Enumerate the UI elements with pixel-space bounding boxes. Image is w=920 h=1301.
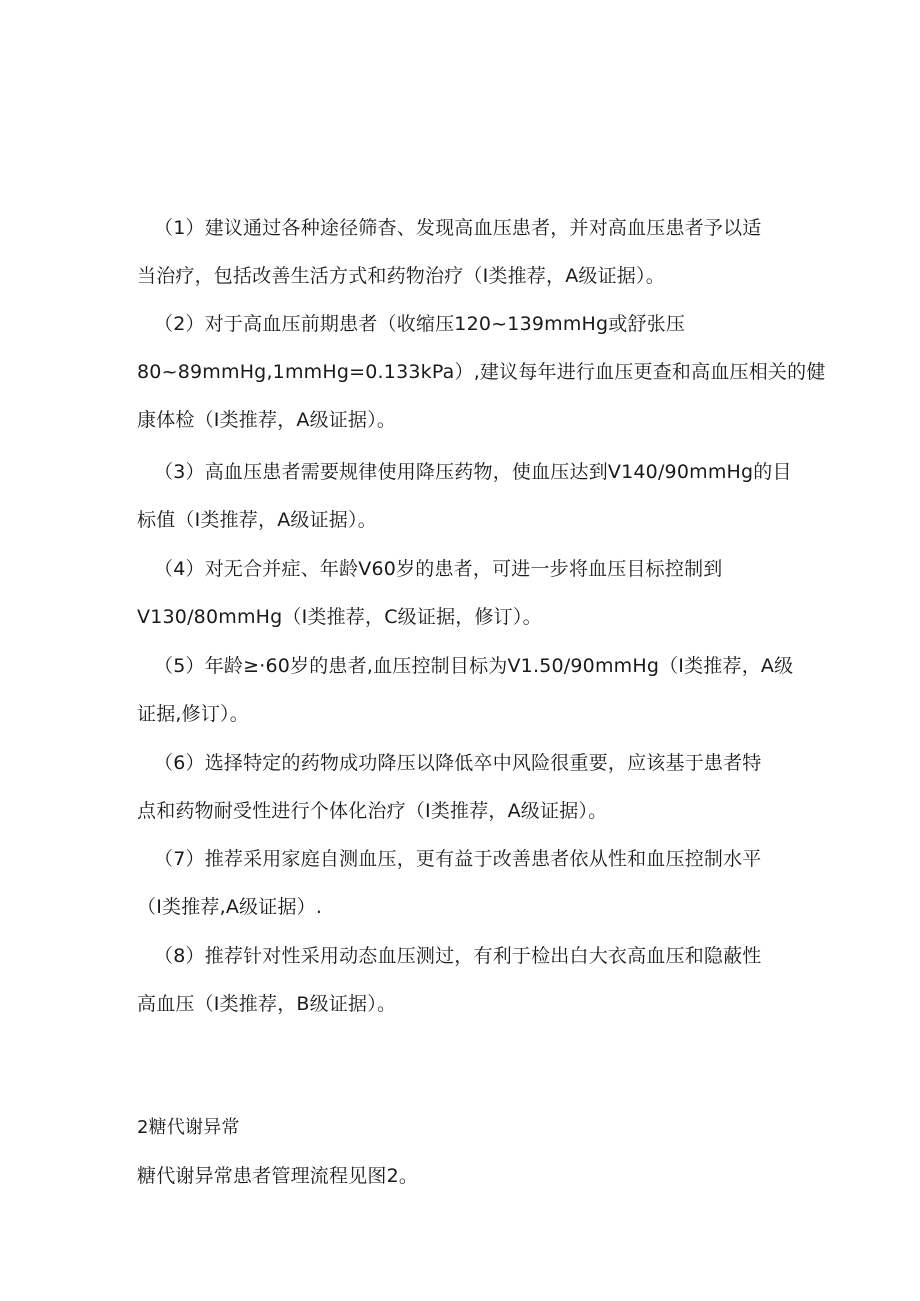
rec-4-line-2: V130/80mmHg（I类推荐，C级证据，修订）。 [137,606,542,628]
rec-2-line-1: （2）对于高血压前期患者（收缩压120~139mmHg或舒张压 [154,313,686,335]
rec-7-line-1: （7）推荐采用家庭自测血压，更有益于改善患者依从性和血压控制水平 [154,848,762,870]
rec-5-line-2: 证据,修订）。 [137,703,249,725]
rec-1-line-1: （1）建议通过各种途径筛杳、发现高血压患者，并对高血压患者予以适 [154,217,762,239]
rec-8-line-2: 高血压（I类推荐，B级证据）。 [137,993,397,1015]
rec-3-line-2: 标值（I类推荐，A级证据）。 [137,509,377,531]
section-body: 糖代谢异常患者管理流程见图2。 [137,1165,419,1187]
rec-8-line-1: （8）推荐针对性采用动态血压测过，有利于检出白大衣高血压和隐蔽性 [154,945,762,967]
rec-4-line-1: （4）对无合并症、年龄V60岁的患者，可进一步将血压目标控制到 [154,558,723,580]
rec-6-line-1: （6）选择特定的药物成功降压以降低卒中风险很重要，应该基于患者特 [154,752,762,774]
rec-5-line-1: （5）年龄≥·60岁的患者,血压控制目标为V1.50/90mmHg（I类推荐，A级 [154,655,794,677]
section-heading: 2糖代谢异常 [137,1117,240,1138]
rec-2-line-2: 80~89mmHg,1mmHg=0.133kPa）,建议每年进行血压更查和高血压相关的健 [137,361,826,383]
rec-1-line-2: 当治疗，包括改善生活方式和药物治疗（I类推荐，A级证据）。 [137,265,665,287]
rec-3-line-1: （3）高血压患者需要规律使用降压药物，使血压达到V140/90mmHg的目 [154,461,792,483]
rec-7-line-2: （I类推荐,A级证据）. [137,896,323,918]
rec-2-line-3: 康体检（I类推荐，A级证据）。 [137,409,397,431]
rec-6-line-2: 点和药物耐受性进行个体化治疗（I类推荐，A级证据）。 [137,800,608,822]
